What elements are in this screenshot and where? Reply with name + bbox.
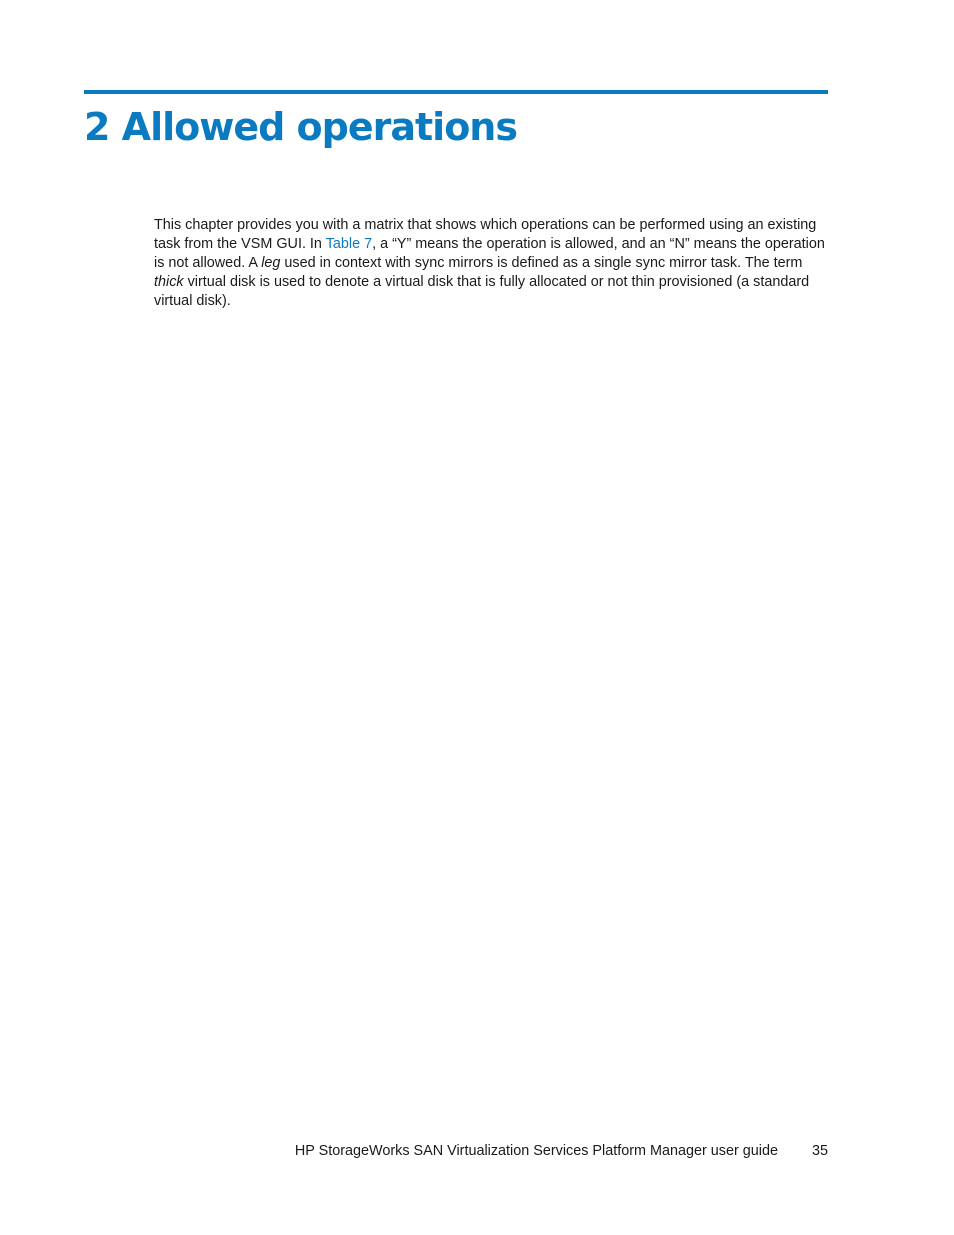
footer-title: HP StorageWorks SAN Virtualization Services Platform Manager user guide (294, 1143, 778, 1159)
intro-text-4: virtual disk is used to denote a virtual disk that is fully allocated or not thin provisioned (a standard virtual disk). (154, 274, 810, 309)
chapter-title: 2 Allowed operations (84, 105, 517, 149)
intro-text-2: , a “Y” means the operation is allowed, and an “N” means the operation is not allowed. A (154, 236, 825, 271)
term-leg: leg (261, 255, 281, 271)
table-7-link[interactable]: Table 7 (325, 236, 373, 252)
chapter-rule (84, 90, 828, 94)
intro-paragraph (154, 216, 834, 311)
intro-text-3: used in context with sync mirrors is defined as a single sync mirror task. The term (280, 255, 803, 271)
intro-text-1: This chapter provides you with a matrix that shows which operations can be performed using an existing task from the VSM GUI. In (154, 217, 817, 252)
term-thick: thick (154, 274, 184, 290)
page-footer (0, 1143, 828, 1165)
page-number: 35 (811, 1143, 828, 1159)
